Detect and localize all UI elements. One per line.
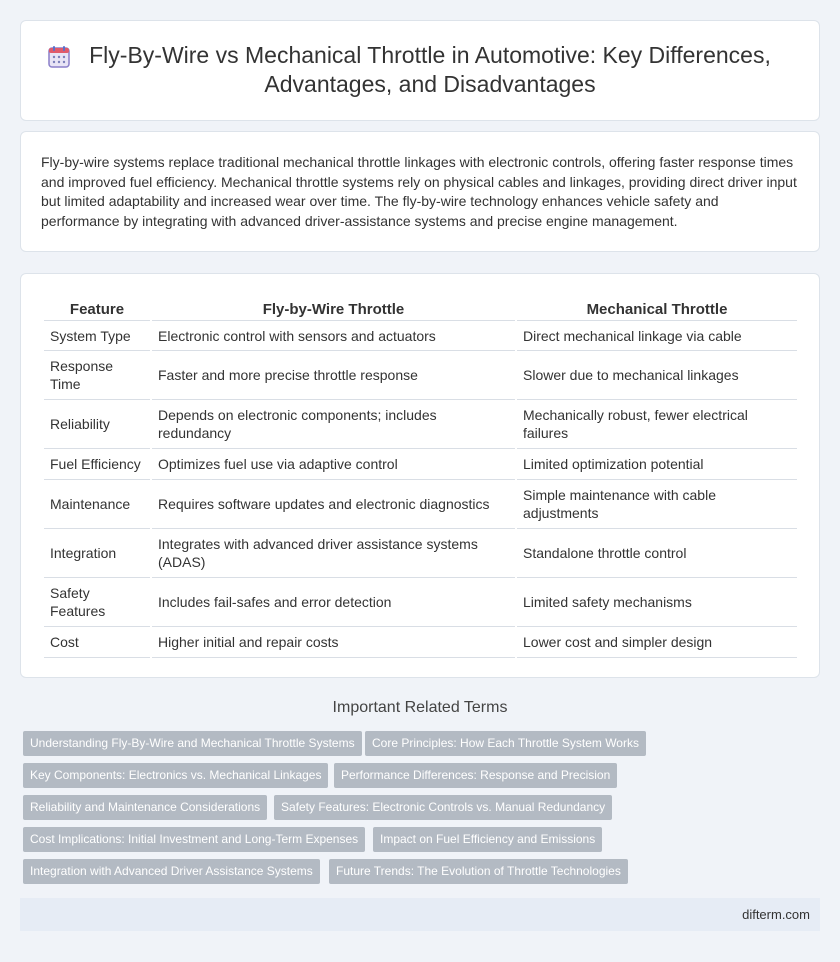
related-term-tag[interactable]: Key Components: Electronics vs. Mechanical Linkages xyxy=(23,763,328,788)
footer-site-link[interactable]: difterm.com xyxy=(742,907,810,922)
table-row xyxy=(44,529,797,578)
feature-cell: Cost xyxy=(44,627,150,658)
related-term-tag[interactable]: Future Trends: The Evolution of Throttle Technologies xyxy=(329,859,628,884)
comparison-table xyxy=(42,294,799,658)
header-mechanical: Mechanical Throttle xyxy=(517,294,797,321)
footer xyxy=(20,898,820,931)
table-row xyxy=(44,351,797,400)
intro-paragraph: Fly-by-wire systems replace traditional mechanical throttle linkages with electronic controls, offering faster response times and improved fuel efficiency. Mechanical throttle systems rely on physical cables and linkages, providing direct driver input but limited adaptability and increased wear over time. The fly-by-wire technology enhances vehicle safety and performance by integrating with advanced driver-assistance systems and precise engine management. xyxy=(41,154,797,229)
related-term-tag[interactable]: Performance Differences: Response and Precision xyxy=(334,763,617,788)
related-term-tag[interactable]: Core Principles: How Each Throttle System Works xyxy=(365,731,646,756)
fly-by-wire-cell: Optimizes fuel use via adaptive control xyxy=(152,449,515,480)
table-row xyxy=(44,627,797,658)
mechanical-cell: Direct mechanical linkage via cable xyxy=(517,321,797,351)
table-row xyxy=(44,480,797,529)
feature-cell: Response Time xyxy=(44,351,150,400)
mechanical-cell: Lower cost and simpler design xyxy=(517,627,797,658)
mechanical-cell: Simple maintenance with cable adjustments xyxy=(517,480,797,529)
related-term-tag[interactable]: Understanding Fly-By-Wire and Mechanical Throttle Systems xyxy=(23,731,362,756)
feature-cell: Maintenance xyxy=(44,480,150,529)
mechanical-cell: Limited optimization potential xyxy=(517,449,797,480)
title-card xyxy=(20,20,820,121)
header-feature: Feature xyxy=(44,294,150,321)
related-terms-title: Important Related Terms xyxy=(332,699,508,716)
fly-by-wire-cell: Depends on electronic components; includes redundancy xyxy=(152,400,515,449)
mechanical-cell: Limited safety mechanisms xyxy=(517,578,797,627)
mechanical-cell: Standalone throttle control xyxy=(517,529,797,578)
fly-by-wire-cell: Includes fail-safes and error detection xyxy=(152,578,515,627)
related-term-tag[interactable]: Reliability and Maintenance Considerations xyxy=(23,795,267,820)
fly-by-wire-cell: Requires software updates and electronic diagnostics xyxy=(152,480,515,529)
table-header-row xyxy=(44,294,797,321)
header-fly-by-wire: Fly-by-Wire Throttle xyxy=(152,294,515,321)
related-term-tag[interactable]: Impact on Fuel Efficiency and Emissions xyxy=(373,827,602,852)
related-term-tag[interactable]: Integration with Advanced Driver Assistance Systems xyxy=(23,859,320,884)
fly-by-wire-cell: Faster and more precise throttle response xyxy=(152,351,515,400)
fly-by-wire-cell: Integrates with advanced driver assistance systems (ADAS) xyxy=(152,529,515,578)
table-row xyxy=(44,578,797,627)
feature-cell: Integration xyxy=(44,529,150,578)
comparison-table-card xyxy=(20,273,820,678)
related-term-tag[interactable]: Safety Features: Electronic Controls vs. Manual Redundancy xyxy=(274,795,612,820)
feature-cell: System Type xyxy=(44,321,150,351)
feature-cell: Safety Features xyxy=(44,578,150,627)
mechanical-cell: Mechanically robust, fewer electrical failures xyxy=(517,400,797,449)
table-row xyxy=(44,449,797,480)
page-title: Fly-By-Wire vs Mechanical Throttle in Automotive: Key Differences, Advantages, and Disadvantages xyxy=(89,42,771,97)
table-row xyxy=(44,400,797,449)
related-term-tag[interactable]: Cost Implications: Initial Investment and Long-Term Expenses xyxy=(23,827,365,852)
feature-cell: Reliability xyxy=(44,400,150,449)
mechanical-cell: Slower due to mechanical linkages xyxy=(517,351,797,400)
feature-cell: Fuel Efficiency xyxy=(44,449,150,480)
fly-by-wire-cell: Higher initial and repair costs xyxy=(152,627,515,658)
fly-by-wire-cell: Electronic control with sensors and actuators xyxy=(152,321,515,351)
table-row xyxy=(44,321,797,351)
intro-card xyxy=(20,131,820,252)
